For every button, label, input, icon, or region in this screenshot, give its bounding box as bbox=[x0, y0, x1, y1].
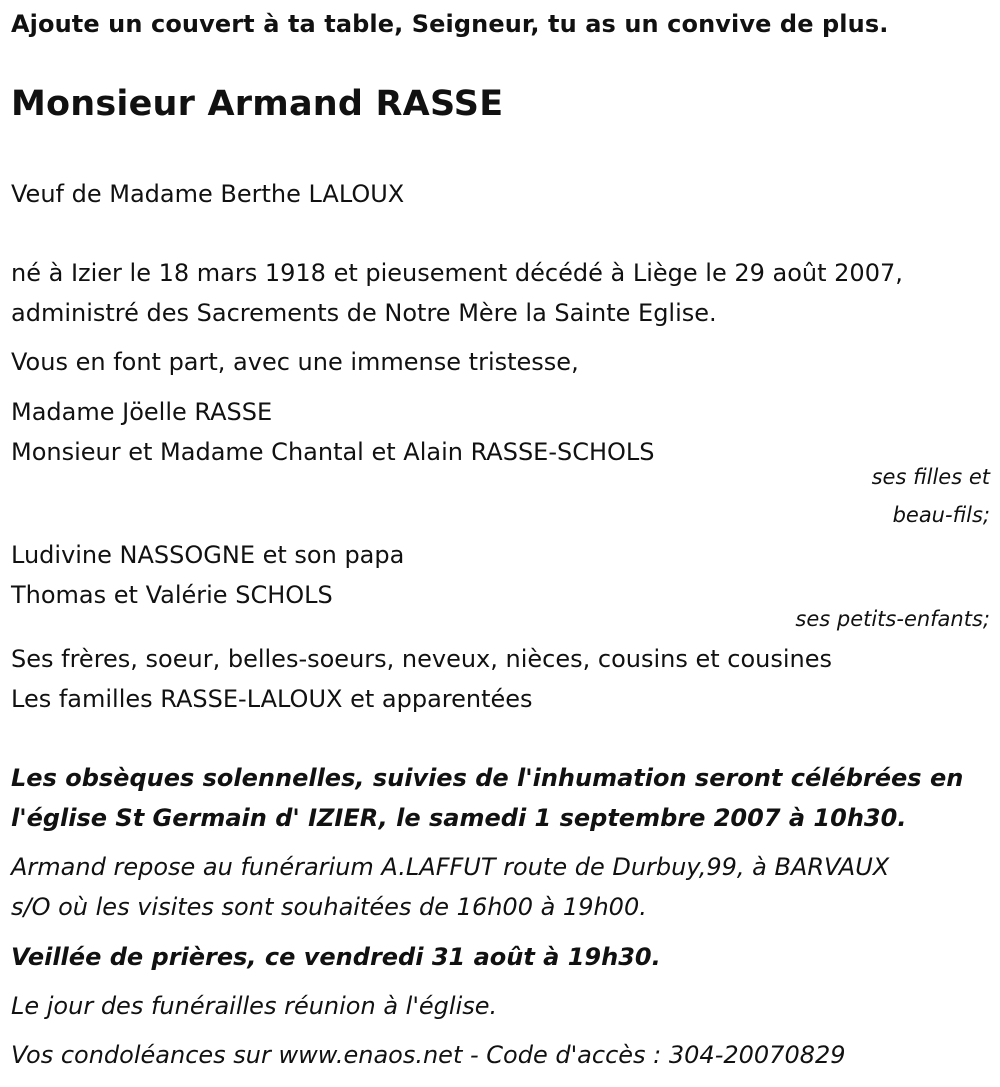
condolences: Vos condoléances sur www.enaos.net - Code d'accès : 304-20070829 bbox=[11, 1041, 846, 1069]
other-family-line: Ses frères, soeur, belles-soeurs, neveux, nièces, cousins et cousines bbox=[11, 645, 833, 673]
grandchild-name: Thomas et Valérie SCHOLS bbox=[11, 581, 333, 609]
widower-of: Veuf de Madame Berthe LALOUX bbox=[11, 180, 405, 208]
rest-info bbox=[11, 847, 990, 927]
daughter-name: Madame Jöelle RASSE bbox=[11, 398, 273, 426]
grandchild-name: Ludivine NASSOGNE et son papa bbox=[11, 541, 405, 569]
relation-line: ses filles et bbox=[871, 465, 990, 489]
rest-info-line: s/O où les visites sont souhaitées de 16h00 à 19h00. bbox=[11, 893, 647, 921]
birth-death-line-1: né à Izier le 18 mars 1918 et pieusement décédé à Liège le 29 août 2007, bbox=[11, 259, 903, 287]
other-family-line: Les familles RASSE-LALOUX et apparentées bbox=[11, 685, 533, 713]
birth-death-line-2: administré des Sacrements de Notre Mère la Sainte Eglise. bbox=[11, 299, 717, 327]
relation-line: beau-fils; bbox=[892, 503, 990, 527]
daughters-relation bbox=[872, 458, 990, 534]
deceased-name: Monsieur Armand RASSE bbox=[11, 84, 504, 124]
daughter-name: Monsieur et Madame Chantal et Alain RASSE-SCHOLS bbox=[11, 438, 655, 466]
other-family bbox=[11, 639, 990, 719]
rest-info-line: Armand repose au funérarium A.LAFFUT route de Durbuy,99, à BARVAUX bbox=[11, 853, 890, 881]
funeral-notice bbox=[11, 758, 990, 838]
funeral-notice-line: Les obsèques solennelles, suivies de l'inhumation seront célébrées en bbox=[11, 764, 964, 792]
epigraph: Ajoute un couvert à ta table, Seigneur, tu as un convive de plus. bbox=[11, 10, 889, 38]
funeral-notice-line: l'église St Germain d' IZIER, le samedi 1 septembre 2007 à 10h30. bbox=[11, 804, 907, 832]
birth-death-paragraph bbox=[11, 253, 990, 333]
announcement-intro: Vous en font part, avec une immense tristesse, bbox=[11, 348, 579, 376]
vigil: Veillée de prières, ce vendredi 31 août à 19h30. bbox=[11, 943, 661, 971]
grandchildren-relation: ses petits-enfants; bbox=[795, 607, 990, 631]
funeral-day-meeting: Le jour des funérailles réunion à l'église. bbox=[11, 992, 498, 1020]
daughters-list bbox=[11, 392, 990, 472]
